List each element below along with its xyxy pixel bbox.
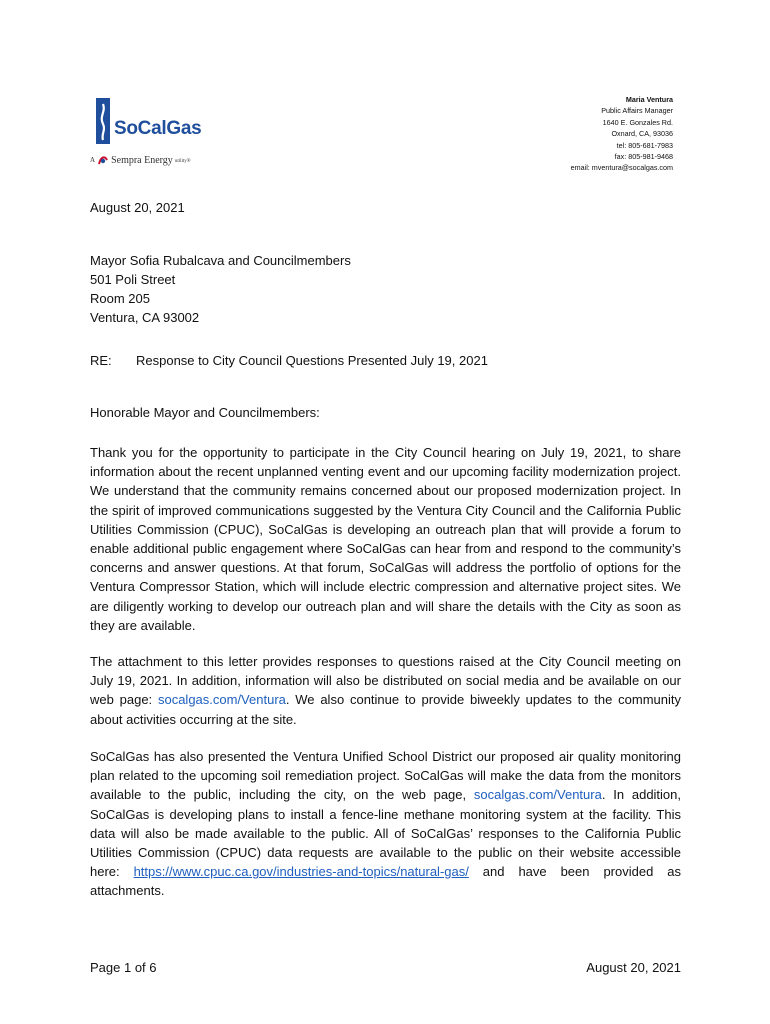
socalgas-logo xyxy=(90,96,230,176)
re-line xyxy=(90,353,681,368)
socalgas-ventura-link[interactable]: socalgas.com/Ventura xyxy=(157,692,286,708)
re-label: RE: xyxy=(90,353,112,368)
sender-email[interactable]: email: mventura@socalgas.com xyxy=(570,163,673,173)
logo-text: SoCalGas xyxy=(114,118,202,139)
cpuc-link[interactable]: https://www.cpuc.ca.gov/industries-and-topics/natural-gas/ xyxy=(133,864,469,880)
sender-city: Oxnard, CA, 93036 xyxy=(611,129,673,139)
sempra-prefix: A xyxy=(90,156,96,164)
sempra-suffix: utility® xyxy=(174,159,191,164)
sender-name: Maria Ventura xyxy=(625,95,673,104)
sender-fax: fax: 805-981-9468 xyxy=(614,152,673,162)
sempra-icon xyxy=(97,154,109,166)
paragraph-text: The attachment to this letter provides responses to questions raised at the City Council meeting on July 19, 2021. In addition, information will also be distributed on social media and be available on our web page: xyxy=(90,654,681,708)
page-number: Page 1 of 6 xyxy=(90,960,157,975)
re-subject: Response to City Council Questions Presented July 19, 2021 xyxy=(136,353,488,368)
paragraph-1: Thank you for the opportunity to participate in the City Council hearing on July 19, 2021, to share information about the recent unplanned venting event and our upcoming facility modernization project. We understand that the community remains concerned about our proposed modernization project. In the spirit of improved communications suggested by the Ventura City Council and the California Public Utilities Commission (CPUC), SoCalGas is developing an outreach plan that will provide a forum to enable additional public engagement where SoCalGas can hear from and respond to the community’s concerns and answer questions. At that forum, SoCalGas will address the portfolio of options for the Ventura Compressor Station, which will include electric compression and alternative project sites. We are diligently working to develop our outreach plan and will share the details with the City as soon as they are available. xyxy=(90,445,681,633)
recipient-address xyxy=(90,251,681,327)
recipient-line: Room 205 xyxy=(90,291,150,306)
sender-tel: tel: 805-681-7983 xyxy=(616,140,673,150)
recipient-line: 501 Poli Street xyxy=(90,272,176,287)
socalgas-ventura-link[interactable]: socalgas.com/Ventura xyxy=(473,787,602,803)
sender-title: Public Affairs Manager xyxy=(601,106,673,116)
paragraph-2 xyxy=(90,652,681,729)
footer-date: August 20, 2021 xyxy=(586,960,681,975)
paragraph-text: . We also continue to provide biweekly updates to the community about activities occurring at the site. xyxy=(90,692,681,727)
paragraph-text: and have been provided as attachments. xyxy=(90,864,681,899)
recipient-line: Mayor Sofia Rubalcava and Councilmembers xyxy=(90,253,351,268)
sempra-tagline xyxy=(90,153,191,167)
sender-street: 1640 E. Gonzales Rd. xyxy=(602,117,673,127)
sender-block xyxy=(571,94,673,174)
sempra-company: Sempra Energy xyxy=(111,154,173,166)
salutation: Honorable Mayor and Councilmembers: xyxy=(90,405,320,420)
letter-date: August 20, 2021 xyxy=(90,200,185,215)
paragraph-text: . In addition, SoCalGas is developing plans to install a fence-line methane monitoring system at the facility. This data will also be made available to the public. All of SoCalGas’ responses to the California Public Utilities Commission (CPUC) data requests are available to the public on their website accessible here: xyxy=(90,787,682,880)
flame-icon xyxy=(96,98,110,144)
paragraph-text: SoCalGas has also presented the Ventura Unified School District our proposed air quality monitoring plan related to the upcoming soil remediation project. SoCalGas will make the data from the monitors available to the public, including the city, on the web page, xyxy=(90,749,681,803)
recipient-line: Ventura, CA 93002 xyxy=(90,310,200,325)
paragraph-3 xyxy=(90,747,681,901)
